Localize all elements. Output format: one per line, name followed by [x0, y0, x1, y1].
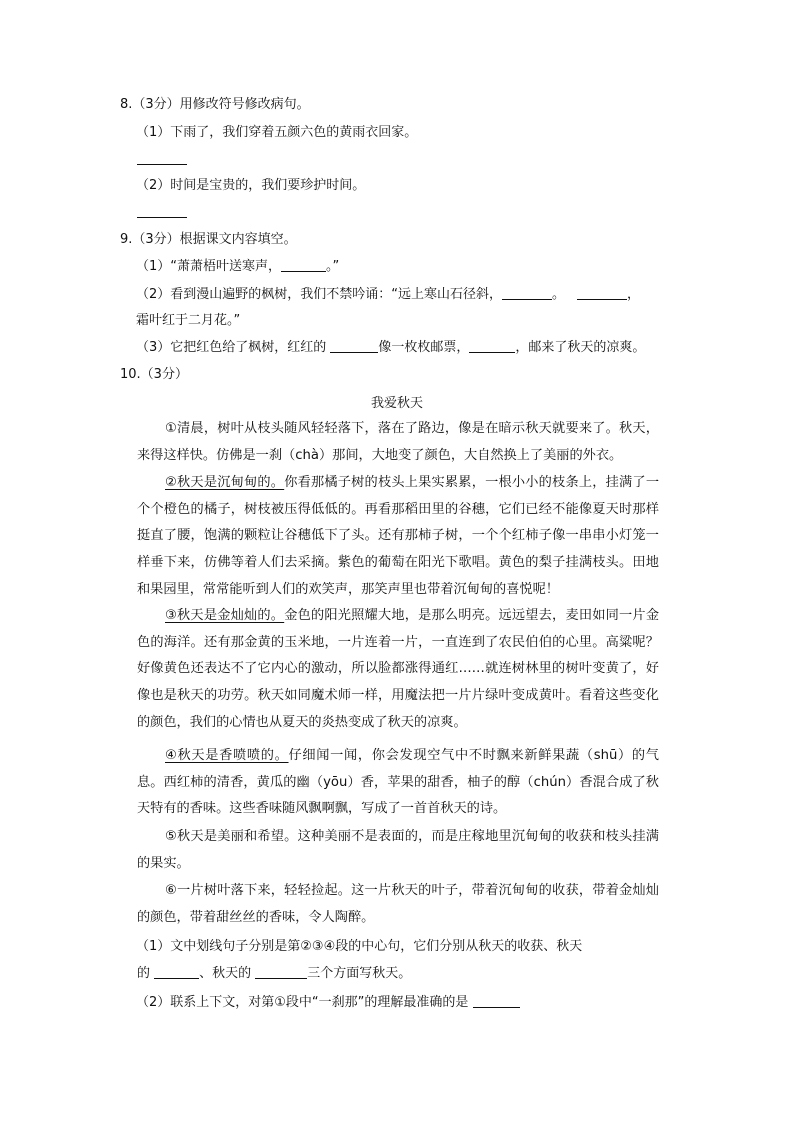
q9-item-3-end: ，邮来了秋天的凉爽。	[515, 340, 646, 355]
q8-answer-blank-1[interactable]	[137, 164, 187, 165]
q8-answer-blank-2[interactable]	[137, 217, 187, 218]
q9-blank-3[interactable]	[577, 286, 627, 300]
q9-blank-2[interactable]	[502, 286, 552, 300]
passage-title: 我爱秋天	[370, 396, 423, 411]
q10-blank-1[interactable]	[154, 965, 199, 979]
q9-item-2-comma: ，	[627, 287, 641, 302]
q10-blank-3[interactable]	[473, 994, 520, 1008]
paragraph-2: ②秋天是沉甸甸的。你看那橘子树的枝头上果实累累，一根小小的枝条上，挂满了一个个橙色的橘子，树枝被压得低低的。再看那稻田里的谷穗，它们已经不能像夏天时那样挺直了腰，饱满的颗粒让谷穗低下了头。还有那柿子树，一个个红柿子像一串串小灯笼一样垂下来，仿佛等着人们去采摘。紫色的葡萄在阳光下歌唱。黄色的梨子挂满枝头。田地和果园里，常常能听到人们的欢笑声，那笑声里也带着沉甸甸的喜悦呢！	[137, 475, 660, 597]
q9-item-1	[136, 258, 339, 276]
q9-item-3-mid: 像一枚枚邮票，	[378, 340, 470, 355]
topic-sentence-3: ③秋天是金灿灿的。	[165, 608, 285, 623]
topic-sentence-4: ④秋天是香喷喷的。	[165, 748, 289, 763]
q10-blank-2[interactable]	[255, 965, 307, 979]
q9-blank-1[interactable]	[281, 258, 326, 272]
topic-sentence-2: ②秋天是沉甸甸的。	[165, 475, 285, 490]
q8-sentence-2: （2）时间是宝贵的，我们要珍护时间。	[136, 178, 366, 193]
q10-subquestion-2: （2）联系上下文，对第①段中“一刹那”的理解最准确的是	[136, 994, 520, 1012]
q9-item-2	[136, 286, 640, 304]
paragraph-4: ④秋天是香喷喷的。仔细闻一闻，你会发现空气中不时飘来新鲜果蔬（shū）的气息。西红柿的清香，黄瓜的幽（yōu）香，苹果的甜香，柚子的醇（chún）香混合成了秋天特有的香味。这些香味随风飘啊飘，写成了一首首秋天的诗。	[137, 748, 659, 817]
paragraph-1: ①清晨，树叶从枝头随风轻轻落下，落在了路边，像是在暗示秋天就要来了。秋天，来得这样快。仿佛是一刹（chà）那间，大地变了颜色，大自然换上了美丽的外衣。	[137, 421, 659, 463]
q8-sentence-1: （1）下雨了，我们穿着五颜六色的黄雨衣回家。	[136, 125, 418, 140]
q9-item-3	[136, 339, 645, 357]
q9-blank-5[interactable]	[469, 339, 515, 353]
paragraph-5: ⑤秋天是美丽和希望。这种美丽不是表面的，而是庄稼地里沉甸甸的收获和枝头挂满的果实。	[137, 829, 659, 871]
q10-header: 10.（3分）	[120, 367, 188, 382]
q9-item-3-text: （3）它把红色给了枫树，红红的	[136, 340, 331, 355]
q9-item-1-end: 。”	[326, 259, 340, 274]
q9-item-2-text: （2）看到漫山遍野的枫树，我们不禁吟诵：“远上寒山石径斜，	[136, 287, 503, 302]
q10-subquestion-1-cont: 的 、秋天的 三个方面写秋天。	[137, 966, 412, 981]
q8-header: 8.（3分）用修改符号修改病句。	[120, 97, 310, 112]
q10-subquestion-1: （1）文中划线句子分别是第②③④段的中心句，它们分别从秋天的收获、秋天	[136, 939, 583, 954]
paragraph-6: ⑥一片树叶落下来，轻轻捡起。这一片秋天的叶子，带着沉甸甸的收获，带着金灿灿的颜色，带着甜丝丝的香味，令人陶醉。	[137, 883, 659, 925]
q9-item-1-text: （1）“萧萧梧叶送寒声，	[136, 259, 282, 274]
q9-item-2-cont: 霜叶红于二月花。”	[136, 313, 241, 328]
paragraph-3: ③秋天是金灿灿的。金色的阳光照耀大地，是那么明亮。远远望去，麦田如同一片金色的海洋。还有那金黄的玉米地，一片连着一片，一直连到了农民伯伯的心里。高粱呢？好像黄色还表达不了它内心的激动，所以脸都涨得通红……就连树林里的树叶变黄了，好像也是秋天的功劳。秋天如同魔术师一样，用魔法把一片片绿叶变成黄叶。看着这些变化的颜色，我们的心情也从夏天的炎热变成了秋天的凉爽。	[137, 608, 660, 730]
q9-blank-4[interactable]	[330, 339, 378, 353]
q9-header: 9.（3分）根据课文内容填空。	[120, 232, 297, 247]
q9-item-2-mid: 。	[552, 287, 566, 302]
